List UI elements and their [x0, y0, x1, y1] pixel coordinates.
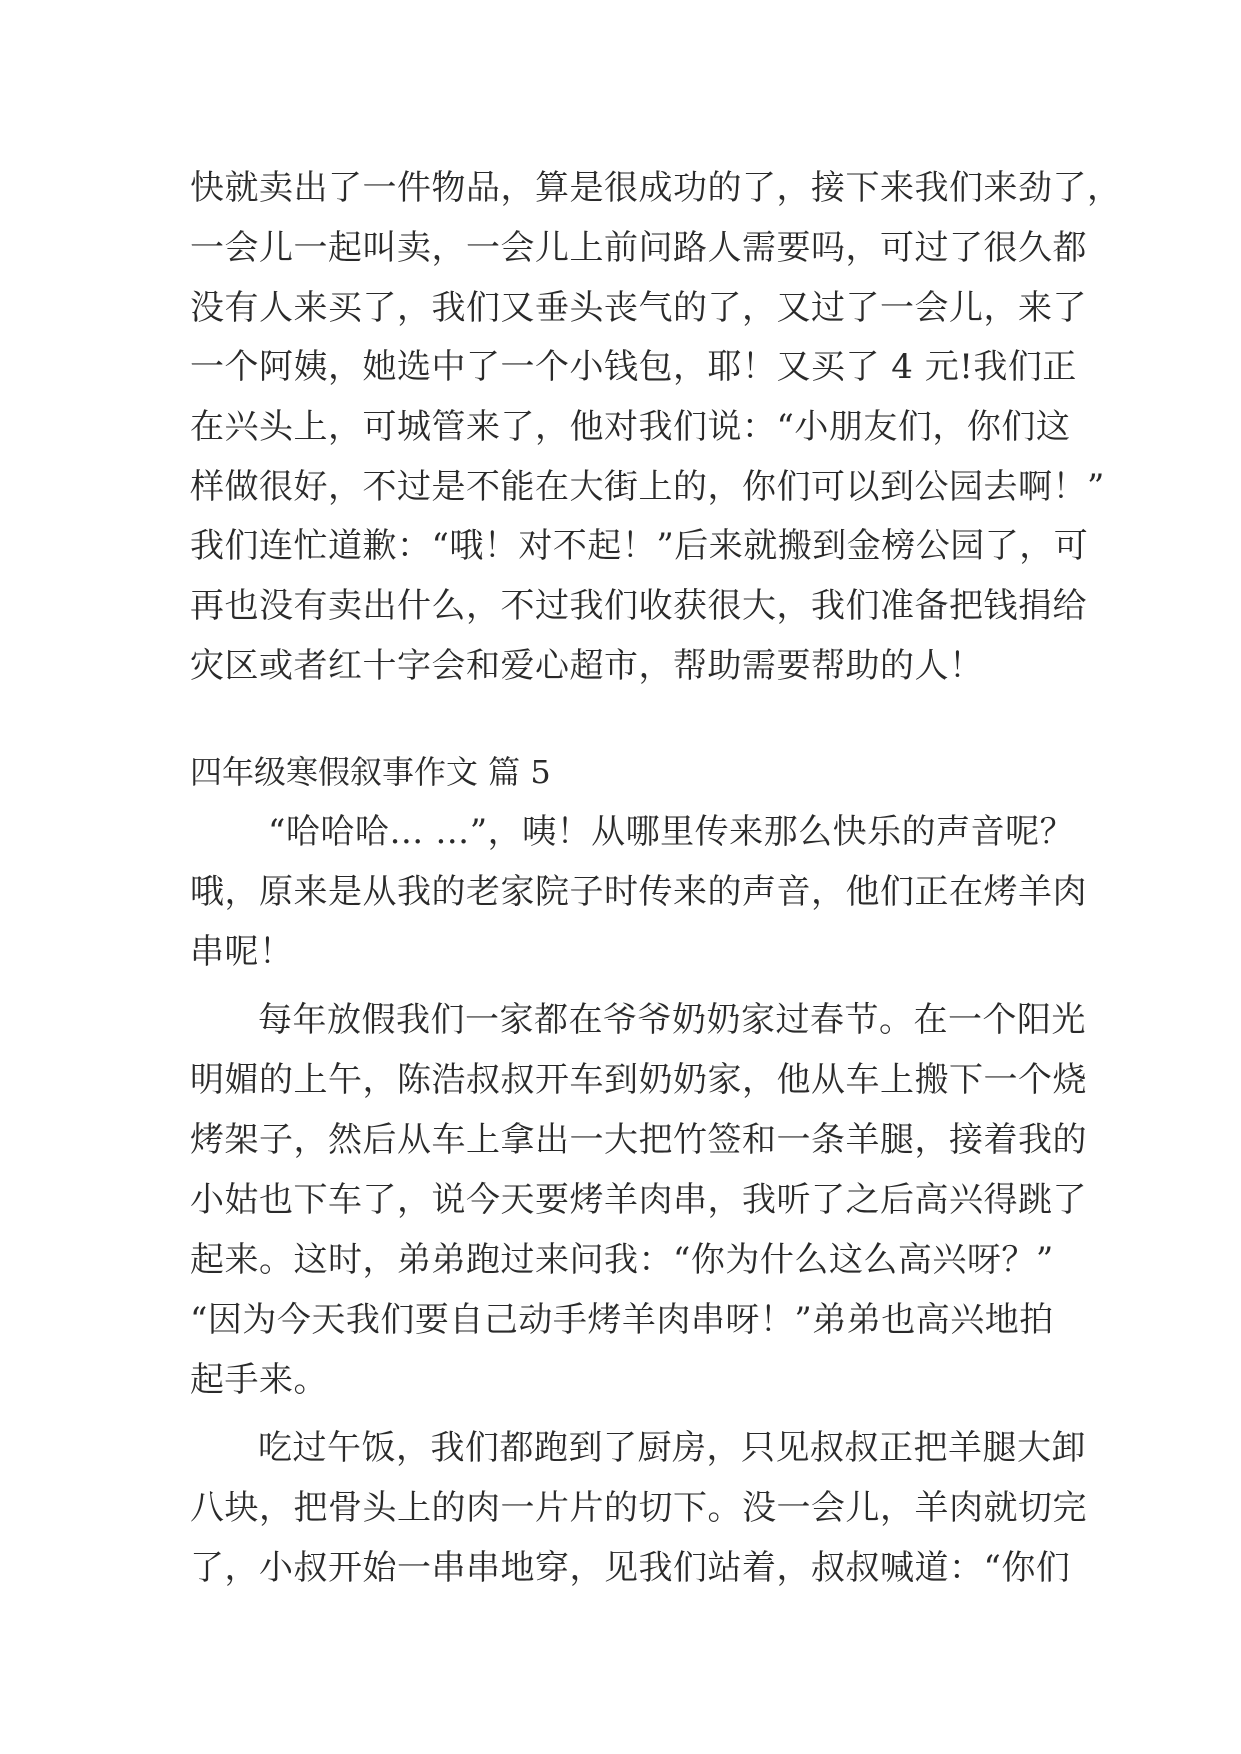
text-line: 一会儿一起叫卖，一会儿上前问路人需要吗，可过了很久都: [190, 228, 1087, 268]
text-line: 一个阿姨，她选中了一个小钱包，耶！又买了 4 元!我们正: [190, 347, 1077, 387]
text-line: 灾区或者红十字会和爱心超市，帮助需要帮助的人！: [190, 646, 984, 686]
text-line: 没有人来买了，我们又垂头丧气的了，又过了一会儿，来了: [190, 288, 1087, 328]
text-line: 八块，把骨头上的肉一片片的切下。没一会儿，羊肉就切完: [190, 1488, 1087, 1528]
text-line: 小姑也下车了，说今天要烤羊肉串，我听了之后高兴得跳了: [190, 1180, 1087, 1220]
text-line: 再也没有卖出什么，不过我们收获很大，我们准备把钱捐给: [190, 586, 1087, 626]
text-line: 了，小叔开始一串串地穿，见我们站着，叔叔喊道：“你们: [190, 1548, 1071, 1588]
text-line: 样做很好，不过是不能在大街上的，你们可以到公园去啊！”: [190, 467, 1105, 507]
text-line: 我们连忙道歉：“哦！对不起！”后来就搬到金榜公园了，可: [190, 526, 1089, 566]
text-line: 哦，原来是从我的老家院子时传来的声音，他们正在烤羊肉: [190, 872, 1087, 912]
text-line: 串呢！: [190, 932, 294, 972]
text-line: “因为今天我们要自己动手烤羊肉串呀！”弟弟也高兴地拍: [190, 1300, 1054, 1340]
text-line: 每年放假我们一家都在爷爷奶奶家过春节。在一个阳光: [258, 1000, 1086, 1040]
text-line: 起来。这时，弟弟跑过来问我：“你为什么这么高兴呀？”: [190, 1240, 1054, 1280]
text-line: 在兴头上，可城管来了，他对我们说：“小朋友们，你们这: [190, 407, 1071, 447]
text-line: 起手来。: [190, 1360, 328, 1400]
text-line: “哈哈哈… …”，咦！从哪里传来那么快乐的声音呢？: [268, 812, 1075, 852]
text-line: 快就卖出了一件物品，算是很成功的了，接下来我们来劲了，: [190, 168, 1122, 208]
text-line: 吃过午饭，我们都跑到了厨房，只见叔叔正把羊腿大卸: [258, 1428, 1086, 1468]
text-line: 明媚的上午，陈浩叔叔开车到奶奶家，他从车上搬下一个烧: [190, 1060, 1087, 1100]
section-title: 四年级寒假叙事作文 篇 5: [190, 753, 551, 791]
text-line: 烤架子，然后从车上拿出一大把竹签和一条羊腿，接着我的: [190, 1120, 1087, 1160]
